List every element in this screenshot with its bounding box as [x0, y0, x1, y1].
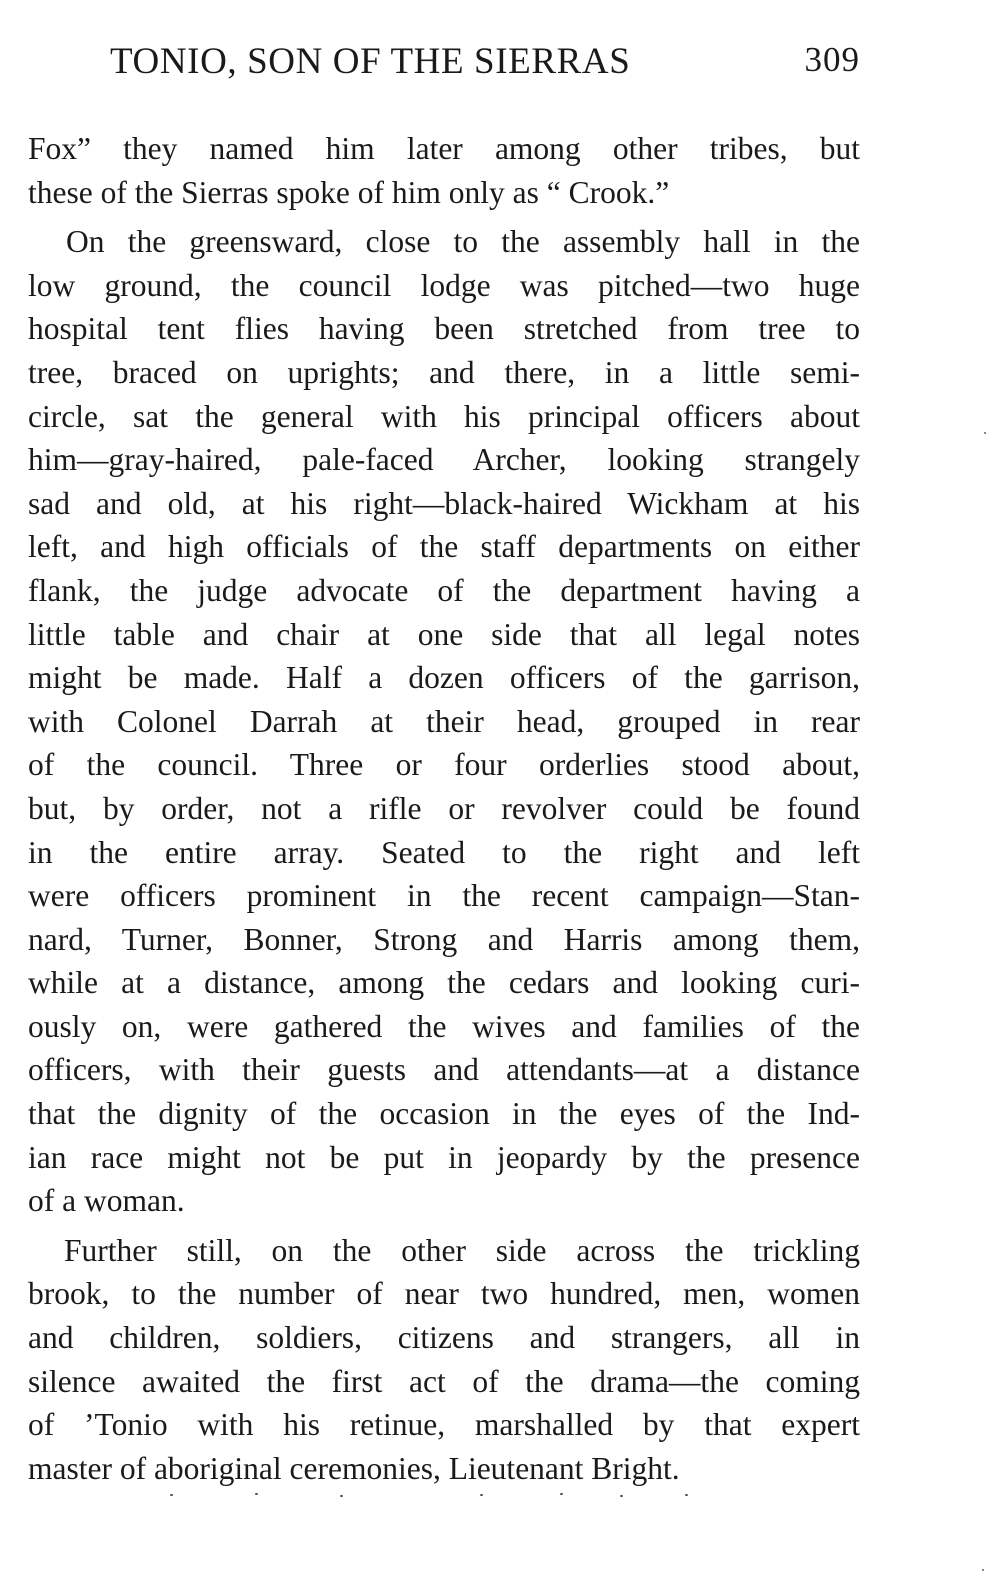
- paragraph-2: [28, 220, 860, 1223]
- text-line: little table and chair at one side that all legal notes: [28, 616, 860, 652]
- text-line: and children, soldiers, citizens and strangers, all in: [28, 1320, 860, 1356]
- text-line: circle, sat the general with his principal officers about: [28, 398, 860, 434]
- text-line: silence awaited the first act of the drama—the coming: [28, 1363, 860, 1399]
- text-line: Further still, on the other side across the trickling: [64, 1232, 860, 1268]
- text-line: while at a distance, among the cedars and looking curi-: [28, 965, 860, 1001]
- text-line: low ground, the council lodge was pitched—two huge: [28, 267, 860, 303]
- text-line: of ’Tonio with his retinue, marshalled by that expert: [28, 1407, 860, 1443]
- text-line: flank, the judge advocate of the department having a: [28, 572, 860, 608]
- text-line: left, and high officials of the staff departments on either: [28, 529, 860, 565]
- edge-speck: [984, 432, 986, 434]
- text-line: of the council. Three or four orderlies stood about,: [28, 747, 860, 783]
- print-specks: [140, 1490, 740, 1500]
- text-line: master of aboriginal ceremonies, Lieutenant Bright.: [28, 1450, 680, 1486]
- paragraph-3: [28, 1229, 860, 1491]
- text-line: of a woman.: [28, 1183, 185, 1219]
- print-speck: [620, 1495, 623, 1497]
- print-speck: [340, 1495, 343, 1497]
- print-speck: [560, 1493, 563, 1495]
- text-line: nard, Turner, Bonner, Strong and Harris among them,: [28, 921, 860, 957]
- text-line: in the entire array. Seated to the right and left: [28, 834, 860, 870]
- text-line: him—gray-haired, pale-faced Archer, looking strangely: [28, 442, 860, 478]
- edge-speck: [982, 1569, 984, 1571]
- print-speck: [685, 1494, 688, 1496]
- text-line: were officers prominent in the recent campaign—Stan-: [28, 878, 860, 914]
- text-line: officers, with their guests and attendants—at a distance: [28, 1052, 860, 1088]
- text-line: with Colonel Darrah at their head, grouped in rear: [28, 703, 860, 739]
- print-speck: [170, 1494, 173, 1496]
- text-line: On the greensward, close to the assembly hall in the: [66, 224, 860, 260]
- text-line: might be made. Half a dozen officers of the garrison,: [28, 660, 860, 696]
- page-number: 309: [804, 40, 860, 79]
- text-line: tree, braced on uprights; and there, in a little semi-: [28, 354, 860, 390]
- paragraph-1: [28, 127, 860, 214]
- text-line: these of the Sierras spoke of him only as “ Crook.”: [28, 174, 670, 210]
- text-line: hospital tent flies having been stretched from tree to: [28, 311, 860, 347]
- body-text: [28, 127, 860, 1490]
- running-title: TONIO, SON OF THE SIERRAS: [110, 41, 631, 82]
- print-speck: [255, 1493, 258, 1495]
- text-line: that the dignity of the occasion in the eyes of the Ind-: [28, 1096, 860, 1132]
- print-speck: [480, 1494, 483, 1496]
- running-head: [28, 40, 860, 90]
- text-line: ian race might not be put in jeopardy by the presence: [28, 1139, 860, 1175]
- text-line: sad and old, at his right—black-haired Wickham at his: [28, 485, 860, 521]
- text-line: ously on, were gathered the wives and families of the: [28, 1008, 860, 1044]
- text-line: but, by order, not a rifle or revolver could be found: [28, 790, 860, 826]
- text-line: brook, to the number of near two hundred, men, women: [28, 1276, 860, 1312]
- text-line: Fox” they named him later among other tribes, but: [28, 131, 860, 166]
